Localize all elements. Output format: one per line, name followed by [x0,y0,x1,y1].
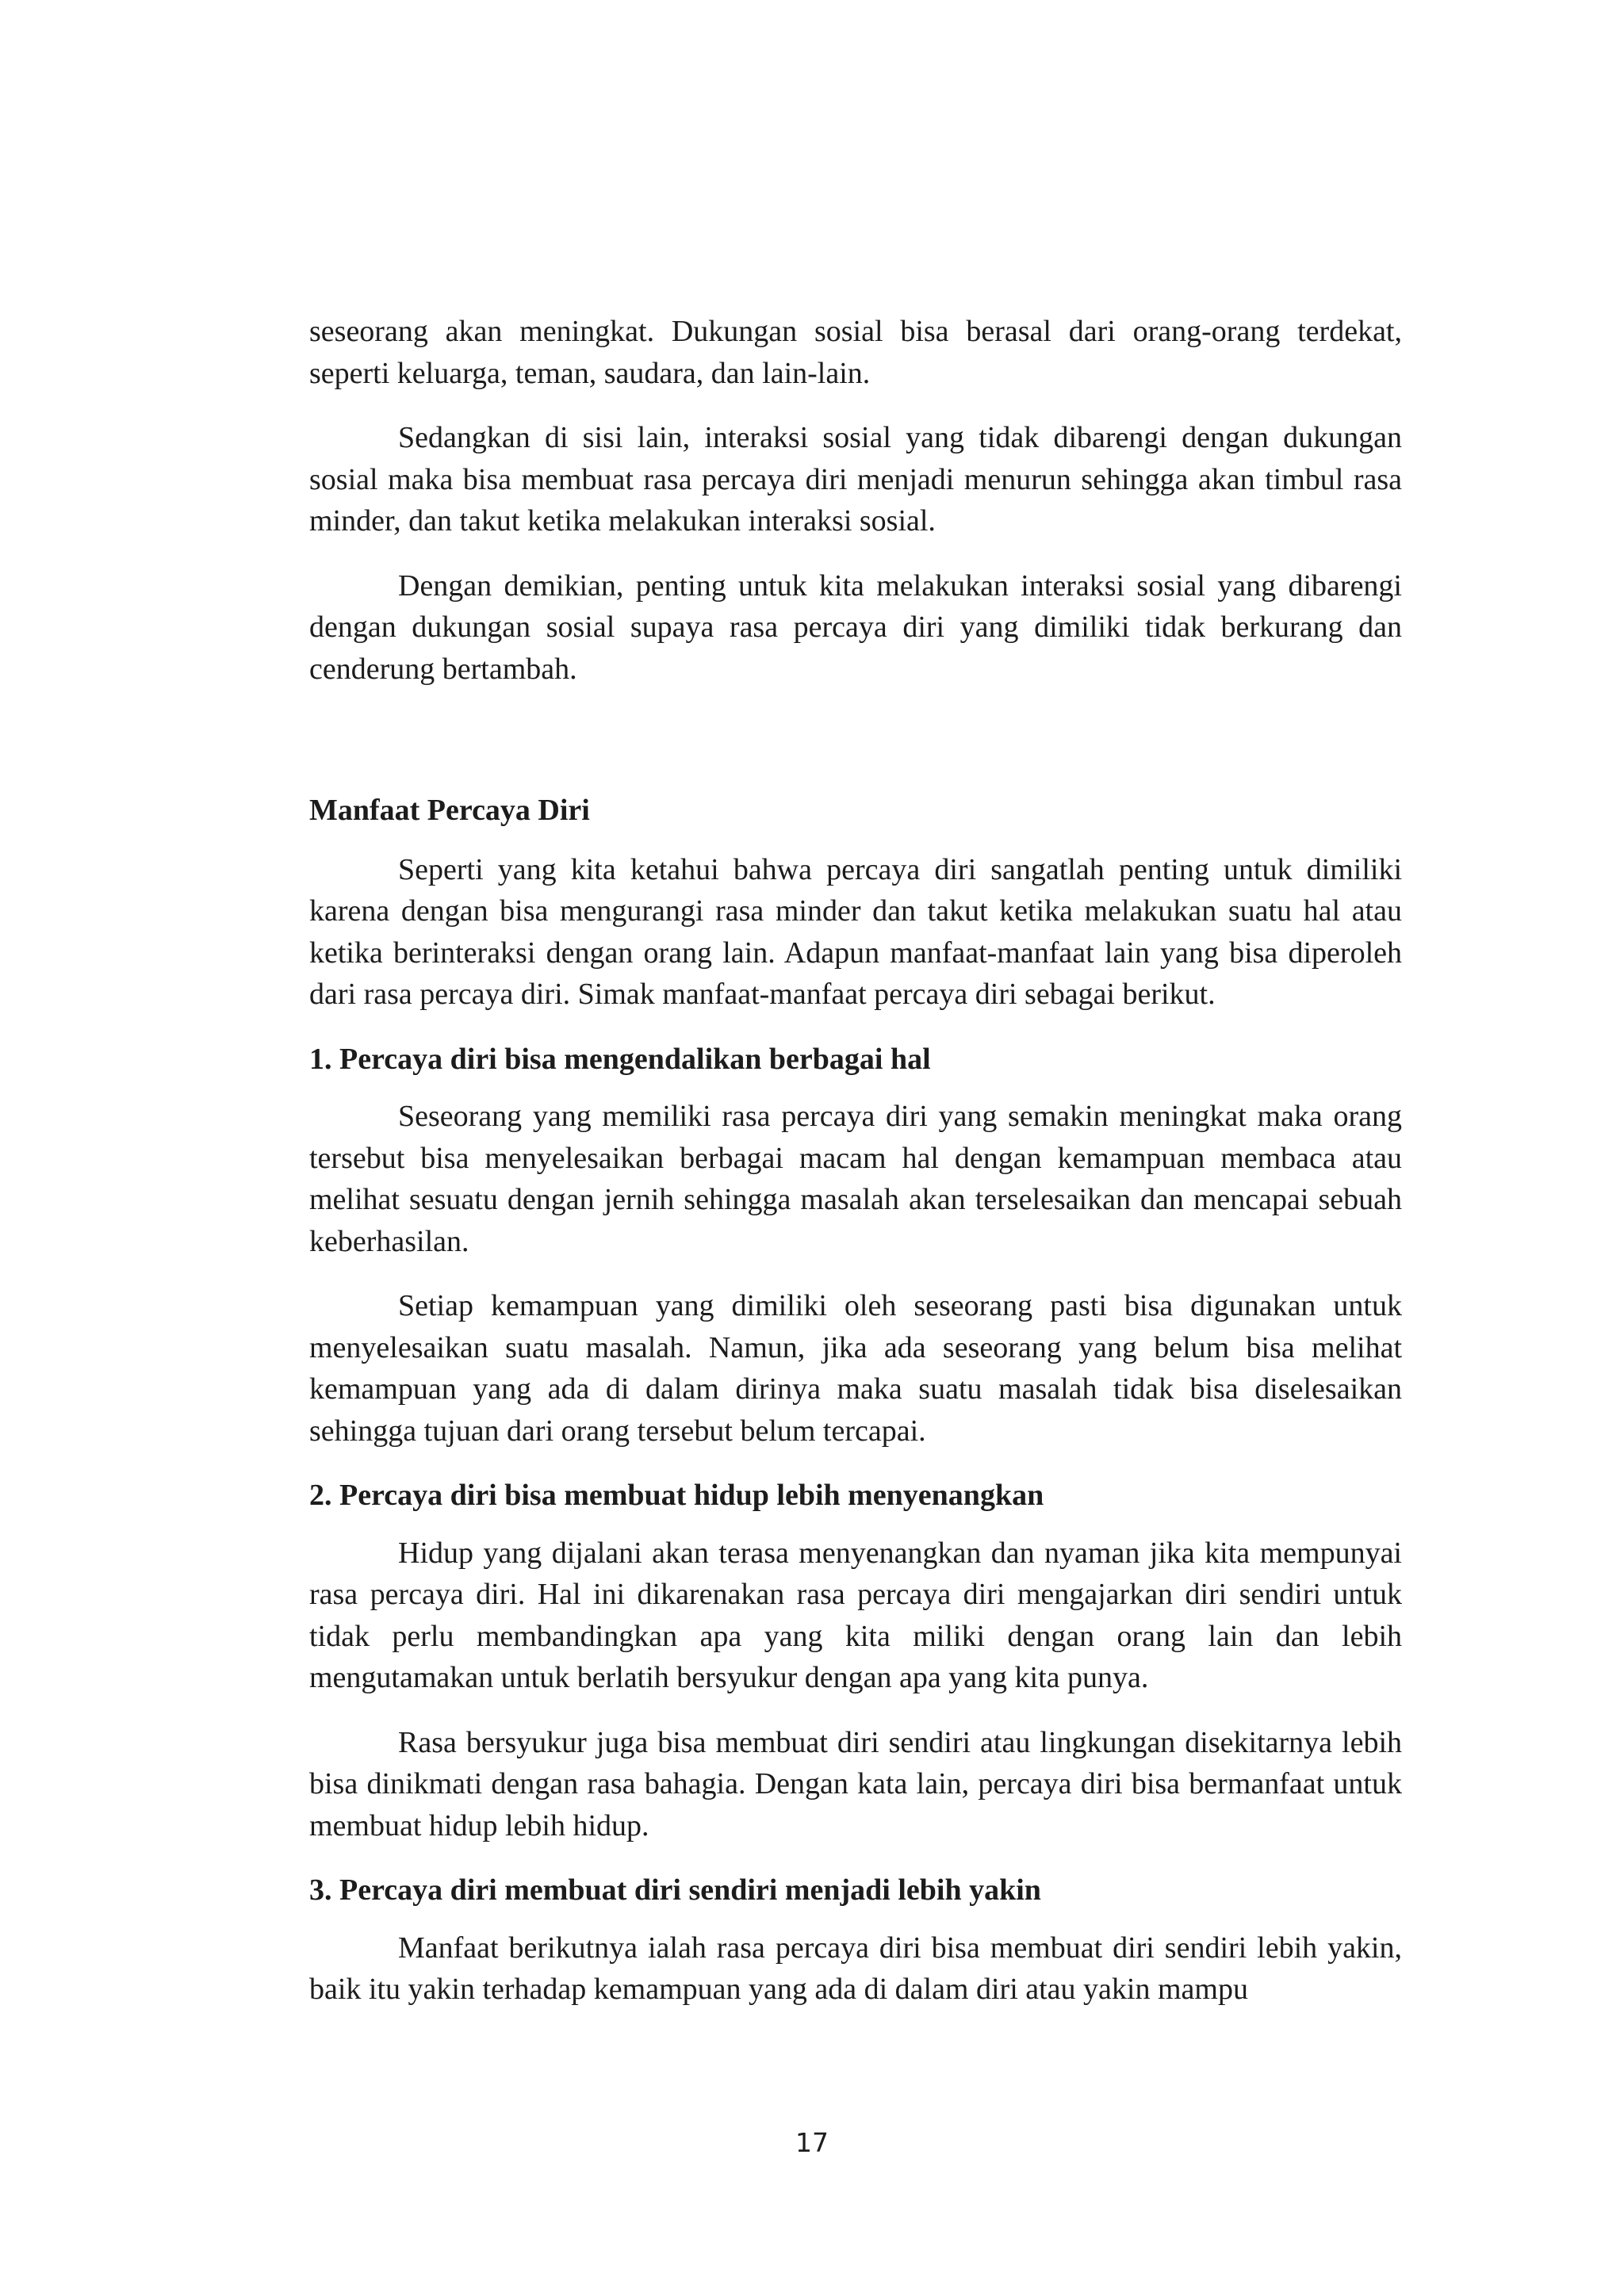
section-heading: Manfaat Percaya Diri [309,794,590,827]
paragraph-continuation: seseorang akan meningkat. Dukungan sosial bisa berasal dari orang-orang terdekat, seperti keluarga, teman, saudara, dan lain-lain. [309,315,1402,390]
section-intro-paragraph: Seperti yang kita ketahui bahwa percaya diri sangatlah penting untuk dimiliki karena dengan bisa mengurangi rasa minder dan takut ketika melakukan suatu hal atau ketika berinteraksi dengan orang lain. Adapun manfaat-manfaat lain yang bisa diperoleh dari rasa percaya diri. Simak manfaat-manfaat percaya diri sebagai berikut. [309,852,1402,1011]
page-body [309,311,1402,2011]
paragraph: Seseorang yang memiliki rasa percaya diri yang semakin meningkat maka orang tersebut bisa menyelesaikan berbagai macam hal dengan kemampuan membaca atau melihat sesuatu dengan jernih sehingga masalah akan terselesaikan dan mencapai sebuah keberhasilan. [309,1100,1402,1258]
paragraph: Setiap kemampuan yang dimiliki oleh seseorang pasti bisa digunakan untuk menyelesaikan suatu masalah. Namun, jika ada seseorang yang belum bisa melihat kemampuan yang ada di dalam dirinya maka suatu masalah tidak bisa diselesaikan sehingga tujuan dari orang tersebut belum tercapai. [309,1289,1402,1448]
paragraph: Rasa bersyukur juga bisa membuat diri sendiri atau lingkungan disekitarnya lebih bisa dinikmati dengan rasa bahagia. Dengan kata lain, percaya diri bisa bermanfaat untuk membuat hidup lebih hidup. [309,1725,1402,1843]
subheading-1: 1. Percaya diri bisa mengendalikan berbagai hal [309,1042,931,1076]
subheading-2: 2. Percaya diri bisa membuat hidup lebih menyenangkan [309,1479,1044,1512]
paragraph: Hidup yang dijalani akan terasa menyenangkan dan nyaman jika kita mempunyai rasa percaya diri. Hal ini dikarenakan rasa percaya diri mengajarkan diri sendiri untuk tidak perlu membandingkan apa yang kita miliki dengan orang lain dan lebih mengutamakan untuk berlatih bersyukur dengan apa yang kita punya. [309,1536,1402,1694]
subheading-3: 3. Percaya diri membuat diri sendiri menjadi lebih yakin [309,1873,1041,1907]
page-number: 17 [795,2127,829,2158]
paragraph: Dengan demikian, penting untuk kita melakukan interaksi sosial yang dibarengi dengan dukungan sosial supaya rasa percaya diri yang dimiliki tidak berkurang dan cenderung bertambah. [309,568,1402,686]
paragraph: Sedangkan di sisi lain, interaksi sosial yang tidak dibarengi dengan dukungan sosial maka bisa membuat rasa percaya diri menjadi menurun sehingga akan timbul rasa minder, dan takut ketika melakukan interaksi sosial. [309,421,1402,538]
paragraph: Manfaat berikutnya ialah rasa percaya diri bisa membuat diri sendiri lebih yakin, baik itu yakin terhadap kemampuan yang ada di dalam diri atau yakin mampu [309,1931,1402,2006]
